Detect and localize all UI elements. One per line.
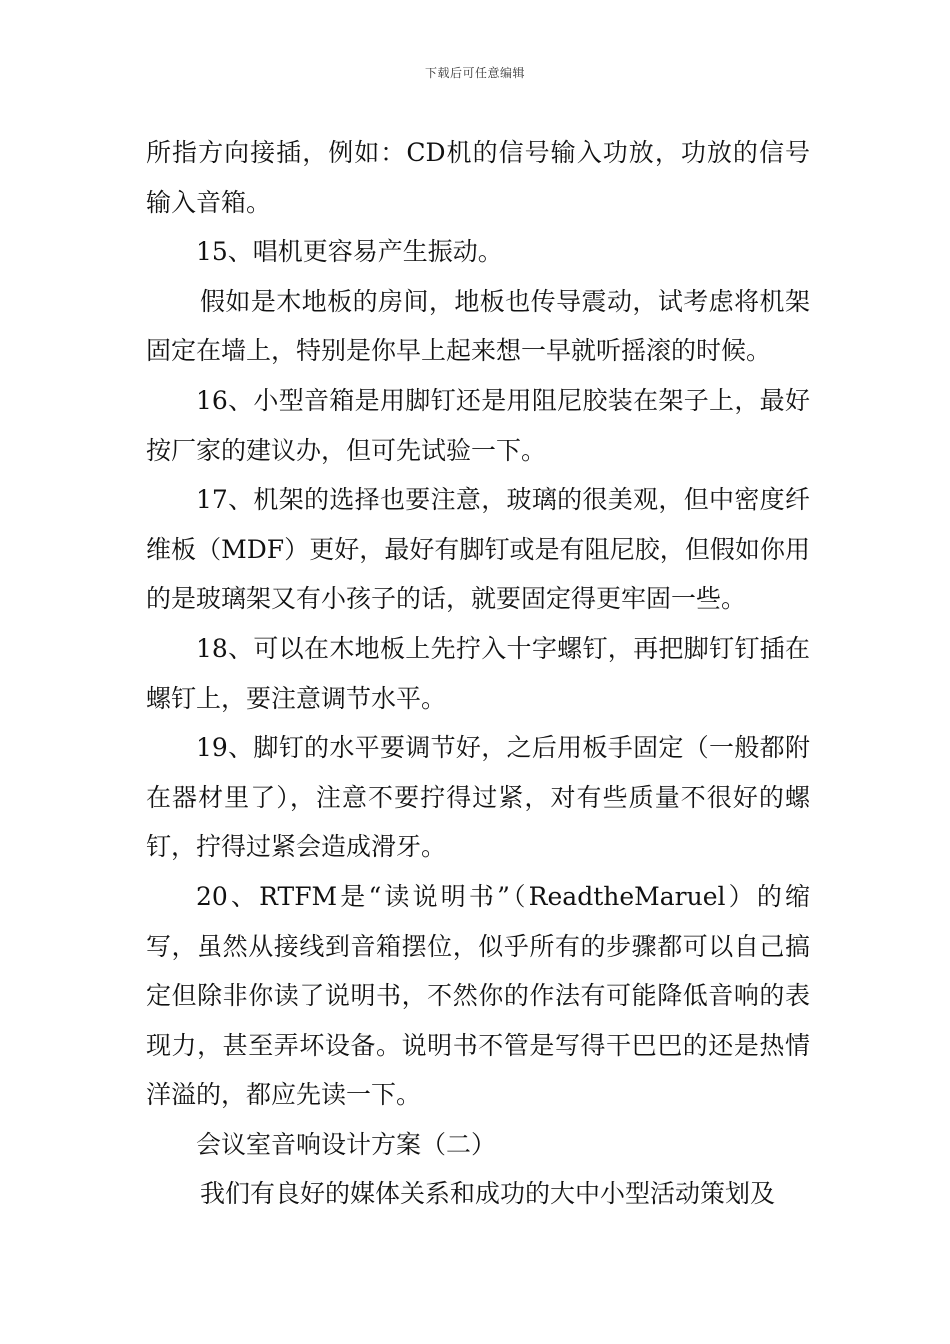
document-body (146, 128, 810, 1219)
paragraph-item-17: 17、机架的选择也要注意，玻璃的很美观，但中密度纤维板（MDF）更好，最好有脚钉或是有阻尼胶，但假如你用的是玻璃架又有小孩子的话，就要固定得更牢固一些。 (146, 485, 810, 614)
paragraph-item-15-detail: 假如是木地板的房间，地板也传导震动，试考虑将机架固定在墙上，特别是你早上起来想一早就听摇滚的时候。 (146, 286, 810, 366)
page-header: 下载后可任意编辑 (424, 66, 525, 80)
paragraph-continuation: 所指方向接插，例如：CD机的信号输入功放，功放的信号输入音箱。 (146, 138, 810, 217)
paragraph-item-18: 18、可以在木地板上先拧入十字螺钉，再把脚钉钉插在螺钉上，要注意调节水平。 (146, 633, 810, 713)
paragraph-item-16: 16、小型音箱是用脚钉还是用阻尼胶装在架子上，最好按厂家的建议办，但可先试验一下。 (146, 385, 810, 465)
section-heading: 会议室音响设计方案（二） (196, 1129, 497, 1159)
paragraph-intro: 我们有良好的媒体关系和成功的大中小型活动策划及 (200, 1179, 776, 1209)
paragraph-item-15: 15、唱机更容易产生振动。 (196, 237, 503, 267)
paragraph-item-19: 19、脚钉的水平要调节好，之后用板手固定（一般都附在器材里了），注意不要拧得过紧，对有些质量不很好的螺钉，拧得过紧会造成滑牙。 (146, 733, 810, 862)
paragraph-item-20: 20、RTFM是“读说明书”（ReadtheMaruel）的缩写，虽然从接线到音箱摆位，似乎所有的步骤都可以自己搞定但除非你读了说明书，不然你的作法有可能降低音响的表现力，甚至弄坏设备。说明书不管是写得干巴巴的还是热情洋溢的，都应先读一下。 (146, 881, 810, 1110)
